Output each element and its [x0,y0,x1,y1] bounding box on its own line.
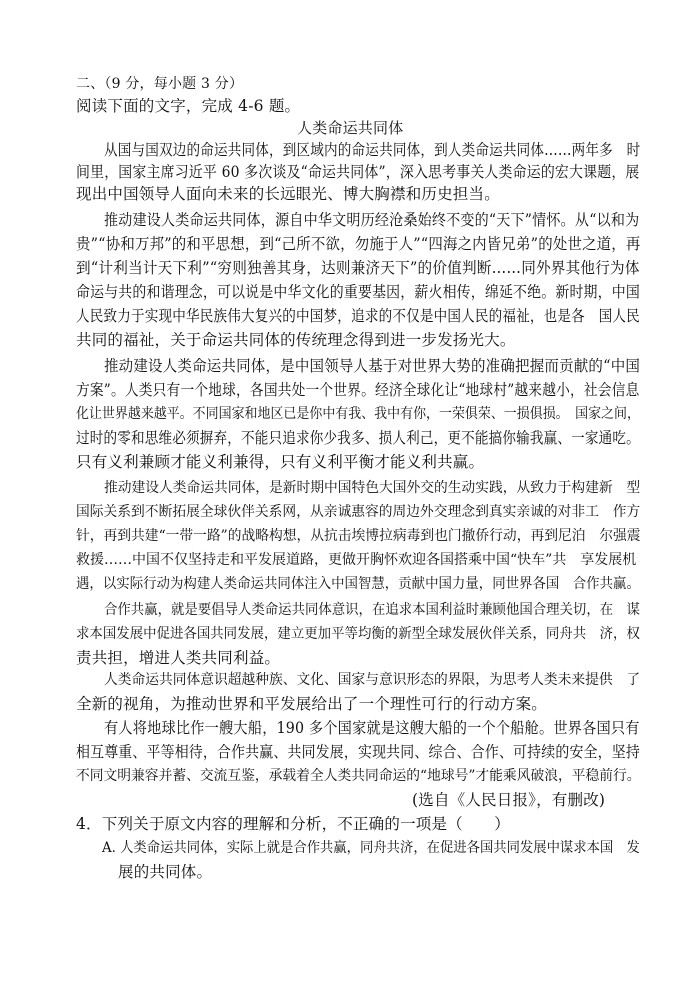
paragraph-4-line-1: 推动建设人类命运共同体，是新时期中国特色大国外交的生动实践，从致力于构建新 型 [104,480,641,496]
paragraph-5-line-2: 求本国发展中促进各国共同发展，建立更加平等均衡的新型全球发展伙伴关系，同舟共 济，权 [76,626,640,642]
section-heading: 二、（9 分，每小题 3 分） [76,76,244,92]
paragraph-5-line-3: 责共担，增进人类共同利益。 [76,649,281,667]
paragraph-4-line-5: 遇，以实际行动为构建人类命运共同体注入中国智慧，贡献中国力量，同世界各国 合作共赢。 [76,576,640,592]
paragraph-4-line-3: 针，再到共建“一带一路”的战略构想，从抗击埃博拉病毒到也门撤侨行动，再到尼泊 尔强震 [76,528,641,544]
paragraph-3-line-5: 只有义利兼顾才能义利兼得，只有义利平衡才能义利共赢。 [76,453,485,471]
paragraph-2-line-6: 共同的福祉，关于命运共同体的传统理念得到进一步发扬光大。 [76,331,516,349]
paragraph-5-line-1: 合作共赢，就是要倡导人类命运共同体意识，在追求本国利益时兼顾他国合理关切，在 谋 [104,602,640,618]
paragraph-7-line-3: 不同文明兼容并蓄、交流互鉴，承载着全人类共同命运的“地球号”才能乘风破浪，平稳前行。 [76,768,641,784]
question-4-option-a-line-1: A. 人类命运共同体，实际上就是合作共赢，同舟共济，在促进各国共同发展中谋求本国 发 [102,840,640,856]
paragraph-2-line-1: 推动建设人类命运共同体，源自中华文明历经沧桑始终不变的“天下”情怀。从“以和为 [104,211,640,229]
paragraph-4-line-2: 国际关系到不断拓展全球伙伴关系网，从亲诚惠容的周边外交理念到真实亲诚的对非工 作方 [76,504,641,520]
paragraph-3-line-4: 过时的零和思维必须摒弃，不能只追求你少我多、损人利己，更不能搞你输我赢、一家通吃。 [76,429,640,447]
paragraph-3-line-1: 推动建设人类命运共同体，是中国领导人基于对世界大势的准确把握而贡献的“中国 [104,357,641,375]
paragraph-2-line-4: 命运与共的和谐理念，可以说是中华文化的重要基因，薪火相传，绵延不绝。新时期，中国 [76,283,640,301]
question-4-stem: 4．下列关于原文内容的理解和分析，不正确的一项是（ ） [76,815,510,833]
article-title: 人类命运共同体 [297,119,404,137]
paragraph-6-line-1: 人类命运共同体意识超越种族、文化、国家与意识形态的界限，为思考人类未来提供 了 [104,672,641,688]
paragraph-7-line-1: 有人将地球比作一艘大船，190 多个国家就是这艘大船的一个个船舱。世界各国只有 [104,719,640,737]
paragraph-1-line-3: 现出中国领导人面向未来的长远眼光、博大胸襟和历史担当。 [76,185,500,203]
paragraph-1-line-2: 间里，国家主席习近平 60 多次谈及“命运共同体”，深入思考事关人类命运的宏大课题，展 [76,163,640,181]
article-source: (选自《人民日报》，有删改) [412,791,606,809]
paragraph-3-line-3: 化让世界越来越平。不同国家和地区已是你中有我、我中有你，一荣俱荣、一损俱损。 国家之间， [76,406,640,422]
paragraph-4-line-4: 救援……中国不仅坚持走和平发展道路，更做开胸怀欢迎各国搭乘中国“快车”共 享发展机 [76,552,637,568]
section-instruction: 阅读下面的文字，完成 4-6 题。 [76,97,301,115]
question-4-option-a-line-2: 展的共同体。 [118,863,213,881]
paragraph-3-line-2: 方案”。人类只有一个地球，各国共处一个世界。经济全球化让“地球村”越来越小，社会信息 [76,381,640,399]
paragraph-7-line-2: 相互尊重、平等相待，合作共赢、共同发展，实现共同、综合、合作、可持续的安全，坚持 [76,743,640,761]
paragraph-2-line-2: 贵”“协和万邦”的和平思想，到“己所不欲，勿施于人”“四海之内皆兄弟”的处世之道，再 [76,235,641,253]
paragraph-2-line-3: 到“计利当计天下利”“穷则独善其身，达则兼济天下”的价值判断……同外界其他行为体 [76,259,640,277]
paragraph-6-line-2: 全新的视角，为推动世界和平发展给出了一个理性可行的行动方案。 [76,695,548,713]
paragraph-2-line-5: 人民致力于实现中华民族伟大复兴的中国梦，追求的不仅是中国人民的福祉，也是各 国人民 [76,307,640,325]
paragraph-1-line-1: 从国与国双边的命运共同体，到区域内的命运共同体，到人类命运共同体……两年多 时 [104,141,641,159]
